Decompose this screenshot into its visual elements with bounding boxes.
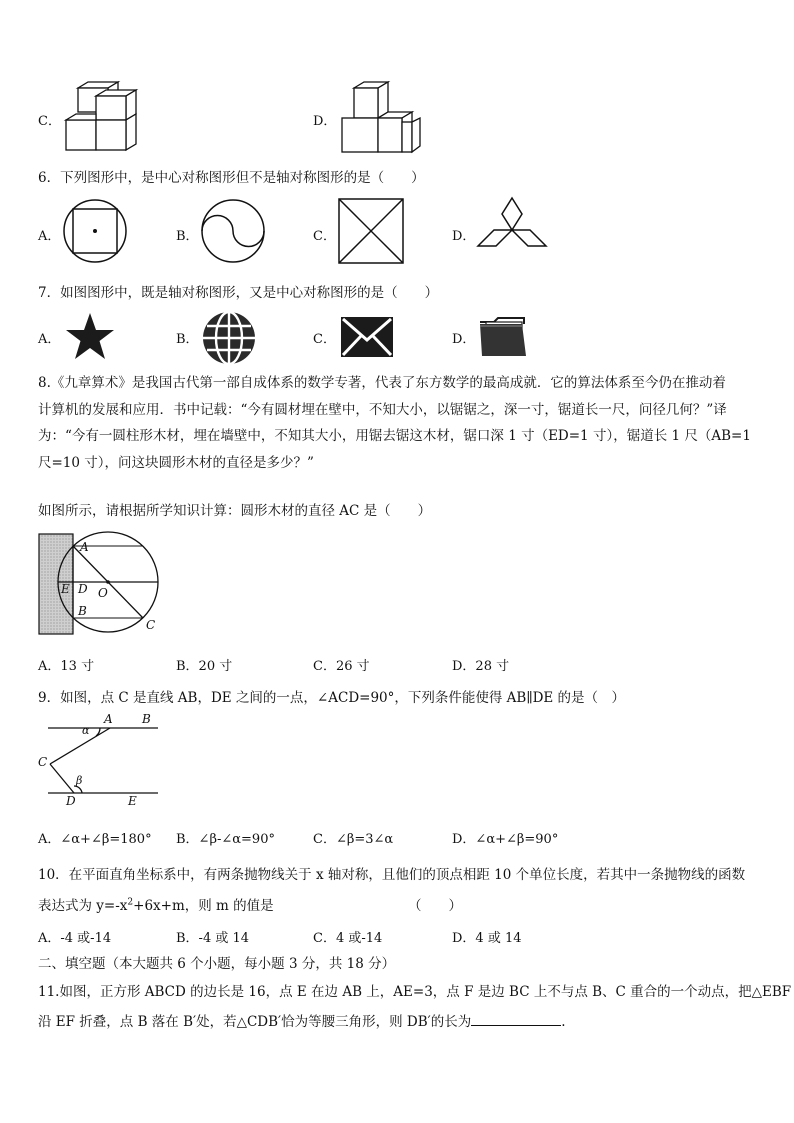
q7-option-c-label: C． <box>313 332 336 347</box>
q6-figure-yin-yang <box>200 198 266 264</box>
q6-figure-three-rhombi <box>476 196 548 264</box>
q9-figure-label-alpha: α <box>82 724 90 737</box>
q8-option-c: C．26 寸 <box>313 659 370 674</box>
q10-expr-post: +6x+m，则 m 的值是 <box>133 898 274 914</box>
folder-icon <box>478 316 528 358</box>
q8-stem-line: 尺=10 寸），问这块圆形木材的直径是多少？” <box>38 454 314 471</box>
q8-figure-label-a: A <box>80 540 89 554</box>
q7-stem: 7．如图图形中，既是轴对称图形，又是中心对称图形的是（ ） <box>38 285 439 301</box>
q6-figure-circle-square <box>62 198 128 264</box>
globe-grid-icon <box>202 311 256 365</box>
q8-stem-line: 计算机的发展和应用．书中记载：“今有圆材埋在壁中，不知大小，以锯锯之，深一寸，锯道长一尺，问径几何？”译 <box>38 401 727 418</box>
q10-option-d: D．4 或 14 <box>452 931 522 946</box>
q9-figure-label-d: D <box>66 794 76 808</box>
envelope-icon <box>340 316 394 358</box>
q6-figure-square-diagonals <box>338 198 404 264</box>
q10-option-a: A．-4 或-14 <box>38 931 112 946</box>
q6-option-c-label: C． <box>313 229 336 244</box>
section-heading: 二、填空题（本大题共 6 个小题，每小题 3 分，共 18 分） <box>38 956 396 972</box>
q8-stem <box>38 370 758 476</box>
q9-option-c: C．∠β=3∠α <box>313 832 394 847</box>
q8-option-a: A．13 寸 <box>38 659 95 674</box>
q5-option-d-label: D． <box>313 114 337 129</box>
q8-figure-label-c: C <box>146 618 156 632</box>
q11-answer-blank[interactable] <box>471 1013 561 1026</box>
q9-option-a: A．∠α+∠β=180° <box>38 832 152 847</box>
q11-stem-line2 <box>38 1010 566 1030</box>
q10-answer-paren: （ ） <box>408 898 462 914</box>
q5-option-d-cube-figure <box>340 80 430 155</box>
q11-stem-text: 沿 EF 折叠，点 B 落在 B′处，若△CDB′恰为等腰三角形，则 DB′的长为 <box>38 1014 472 1030</box>
q11-stem-line1: 11.如图，正方形 ABCD 的边长是 16，点 E 在边 AB 上，AE=3，点 F 是边 BC 上不与点 B、C 重合的一个动点，把△EBF <box>38 984 792 1000</box>
q8-stem-line: 为：“今有一圆柱形木材，埋在墙壁中，不知其大小，用锯去锯这木材，锯口深 1 寸（ED=1 寸），锯道长 1 尺（AB=1 <box>38 428 751 444</box>
q7-option-b-label: B． <box>176 332 199 347</box>
q8-stem-line: 8.《九章算术》是我国古代第一部自成体系的数学专著，代表了东方数学的最高成就．它的算法体系至今仍在推动着 <box>38 375 726 391</box>
q10-stem-line1: 10．在平面直角坐标系中，有两条抛物线关于 x 轴对称，且他们的顶点相距 10 个单位长度，若其中一条抛物线的函数 <box>38 867 746 883</box>
q7-option-a-label: A． <box>38 332 61 347</box>
q9-figure-label-a: A <box>104 712 113 726</box>
q5-option-c-cube-figure <box>64 80 149 155</box>
star-icon <box>64 312 116 362</box>
q9-figure-label-b: B <box>142 712 151 726</box>
q10-option-b: B．-4 或 14 <box>176 931 250 946</box>
q9-option-b: B．∠β-∠α=90° <box>176 832 275 847</box>
q8-stem-tail: 如图所示，请根据所学知识计算：圆形木材的直径 AC 是（ ） <box>38 503 432 519</box>
q9-figure-label-e: E <box>128 794 137 808</box>
q5-option-c-label: C． <box>38 114 61 129</box>
q9-option-d: D．∠α+∠β=90° <box>452 832 559 847</box>
q10-expr-exponent: 2 <box>127 897 134 908</box>
q6-option-a-label: A． <box>38 229 61 244</box>
q9-figure-label-beta: β <box>76 774 83 787</box>
q8-figure-label-e: E <box>61 582 70 596</box>
q9-stem: 9．如图，点 C 是直线 AB，DE 之间的一点，∠ACD=90°，下列条件能使得 AB∥DE 的是（ ） <box>38 690 626 706</box>
q10-expr-pre: 表达式为 y=-x <box>38 898 128 914</box>
q8-figure-label-o: O <box>98 586 108 600</box>
q10-stem-line2 <box>38 894 274 914</box>
q8-figure-label-d: D <box>78 582 88 596</box>
q6-option-b-label: B． <box>176 229 199 244</box>
q7-option-d-label: D． <box>452 332 476 347</box>
q9-figure-label-c: C <box>38 755 48 769</box>
q10-option-c: C．4 或-14 <box>313 931 383 946</box>
q8-figure-label-b: B <box>78 604 87 618</box>
q6-stem: 6．下列图形中，是中心对称图形但不是轴对称图形的是（ ） <box>38 170 425 186</box>
q8-option-d: D．28 寸 <box>452 659 510 674</box>
q8-option-b: B．20 寸 <box>176 659 233 674</box>
q9-parallel-lines-figure <box>38 714 160 810</box>
q6-option-d-label: D． <box>452 229 476 244</box>
q11-stem-end: . <box>561 1014 566 1030</box>
